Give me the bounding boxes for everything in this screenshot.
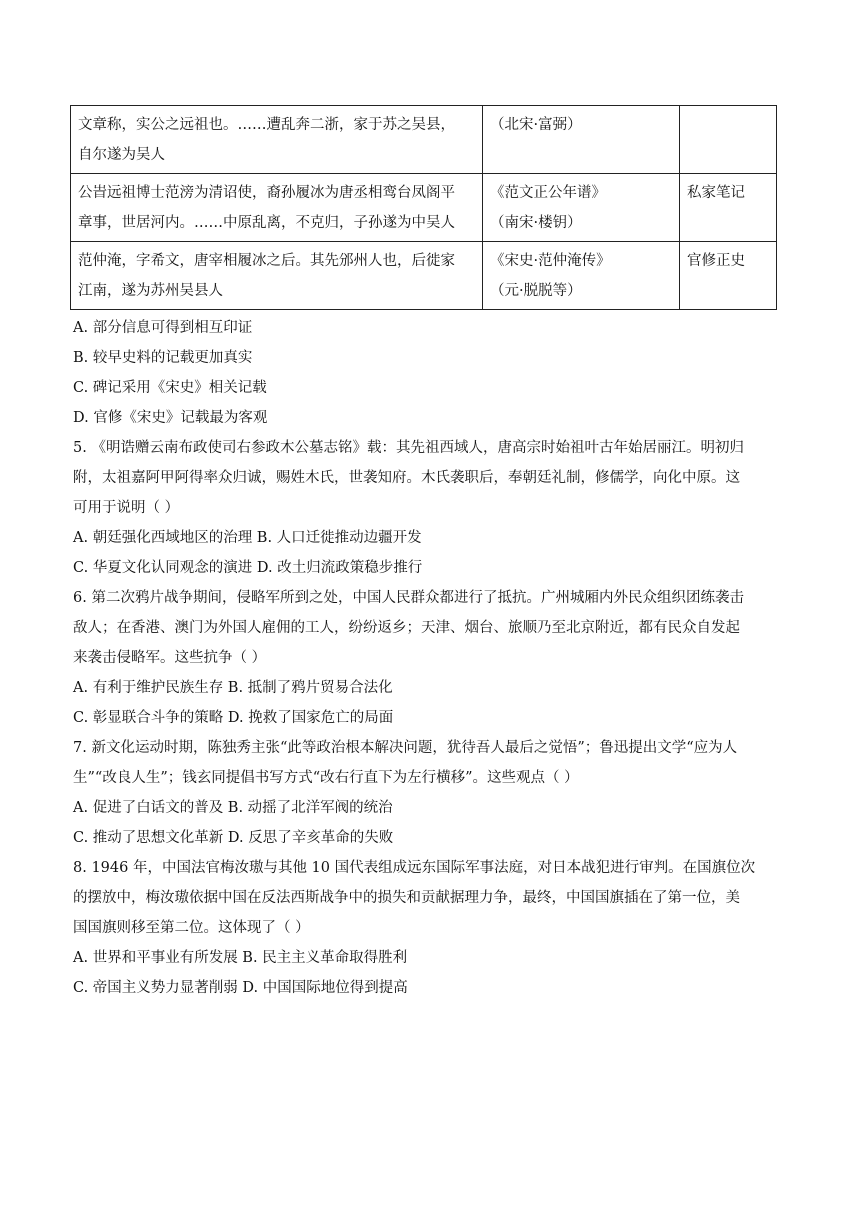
cell-line: 江南，遂为苏州吴县人 bbox=[78, 283, 223, 299]
q5-stem-line: 5. 《明诰赠云南布政使司右参政木公墓志铭》载：其先祖西域人，唐高宗时始祖叶古年始居丽江。明初归 bbox=[73, 440, 744, 456]
cell-line: 章事，世居河内。……中原乱离，不克归，子孙遂为中吴人 bbox=[78, 215, 455, 231]
table-row bbox=[71, 174, 777, 242]
table-cell-type bbox=[680, 174, 777, 242]
q8-stem-line: 的摆放中，梅汝璈依据中国在反法西斯战争中的损失和贡献据理力争，最终，中国国旗插在了第一位，美 bbox=[73, 890, 740, 906]
table-cell-text bbox=[71, 106, 483, 174]
table-cell-text bbox=[71, 242, 483, 310]
questions bbox=[73, 313, 795, 1003]
cell-line: （北宋·富弼） bbox=[490, 117, 582, 133]
q6-options-cd: C. 彰显联合斗争的策略 D. 挽救了国家危亡的局面 bbox=[73, 710, 394, 726]
cell-line: 《宋史·范仲淹传》 bbox=[490, 253, 611, 269]
table-cell-source bbox=[483, 242, 680, 310]
q5-options-ab: A. 朝廷强化西域地区的治理 B. 人口迁徙推动边疆开发 bbox=[73, 530, 422, 546]
q7-stem-line: 生”“改良人生”；钱玄同提倡书写方式“改右行直下为左行横移”。这些观点（ ） bbox=[73, 770, 579, 786]
cell-line: 范仲淹，字希文，唐宰相履冰之后。其先邠州人也，后徙家 bbox=[78, 253, 455, 269]
table-row bbox=[71, 242, 777, 310]
q5-stem-line: 附，太祖嘉阿甲阿得率众归诚，赐姓木氏，世袭知府。木氏袭职后，奉朝廷礼制，修儒学，向化中原。这 bbox=[73, 470, 740, 486]
q8-options-ab: A. 世界和平事业有所发展 B. 民主主义革命取得胜利 bbox=[73, 950, 408, 966]
cell-line: （南宋·楼钥） bbox=[490, 215, 582, 231]
cell-line: 《范文正公年谱》 bbox=[490, 185, 606, 201]
table-cell-text bbox=[71, 174, 483, 242]
cell-line: 文章称，实公之远祖也。……遭乱奔二浙，家于苏之吴县， bbox=[78, 117, 455, 133]
q5-options-cd: C. 华夏文化认同观念的演进 D. 改土归流政策稳步推行 bbox=[73, 560, 423, 576]
q7-options-ab: A. 促进了白话文的普及 B. 动摇了北洋军阀的统治 bbox=[73, 800, 393, 816]
cell-line: 自尔遂为吴人 bbox=[78, 147, 165, 163]
q6-stem-line: 敌人；在香港、澳门为外国人雇佣的工人，纷纷返乡；天津、烟台、旅顺乃至北京附近，都有民众自发起 bbox=[73, 620, 740, 636]
q6-stem-line: 来袭击侵略军。这些抗争（ ） bbox=[73, 650, 267, 666]
cell-line: 私家笔记 bbox=[687, 185, 745, 201]
q4-option-a: A. 部分信息可得到相互印证 bbox=[73, 320, 253, 336]
q8-stem-line: 8. 1946 年，中国法官梅汝璈与其他 10 国代表组成远东国际军事法庭，对日本战犯进行审判。在国旗位次 bbox=[73, 860, 756, 876]
table-row bbox=[71, 106, 777, 174]
q6-options-ab: A. 有利于维护民族生存 B. 抵制了鸦片贸易合法化 bbox=[73, 680, 393, 696]
q4-option-b: B. 较早史料的记载更加真实 bbox=[73, 350, 253, 366]
q7-options-cd: C. 推动了思想文化革新 D. 反思了辛亥革命的失败 bbox=[73, 830, 394, 846]
q4-option-d: D. 官修《宋史》记载最为客观 bbox=[73, 410, 268, 426]
source-table bbox=[70, 105, 777, 310]
table-cell-type bbox=[680, 106, 777, 174]
q7-stem-line: 7. 新文化运动时期，陈独秀主张“此等政治根本解决问题，犹待吾人最后之觉悟”；鲁迅提出文学“应为人 bbox=[73, 740, 738, 756]
table-cell-source bbox=[483, 106, 680, 174]
q6-stem-line: 6. 第二次鸦片战争期间，侵略军所到之处，中国人民群众都进行了抵抗。广州城厢内外民众组织团练袭击 bbox=[73, 590, 744, 606]
q5-stem-line: 可用于说明（ ） bbox=[73, 500, 180, 516]
q8-options-cd: C. 帝国主义势力显著削弱 D. 中国国际地位得到提高 bbox=[73, 980, 408, 996]
cell-line: （元·脱脱等） bbox=[490, 283, 582, 299]
q4-option-c: C. 碑记采用《宋史》相关记载 bbox=[73, 380, 267, 396]
cell-line: 官修正史 bbox=[687, 253, 745, 269]
table-cell-source bbox=[483, 174, 680, 242]
table-cell-type bbox=[680, 242, 777, 310]
q8-stem-line: 国国旗则移至第二位。这体现了（ ） bbox=[73, 920, 310, 936]
cell-line: 公旹远祖博士范滂为清诏使，裔孙履冰为唐丞相鸾台凤阁平 bbox=[78, 185, 455, 201]
